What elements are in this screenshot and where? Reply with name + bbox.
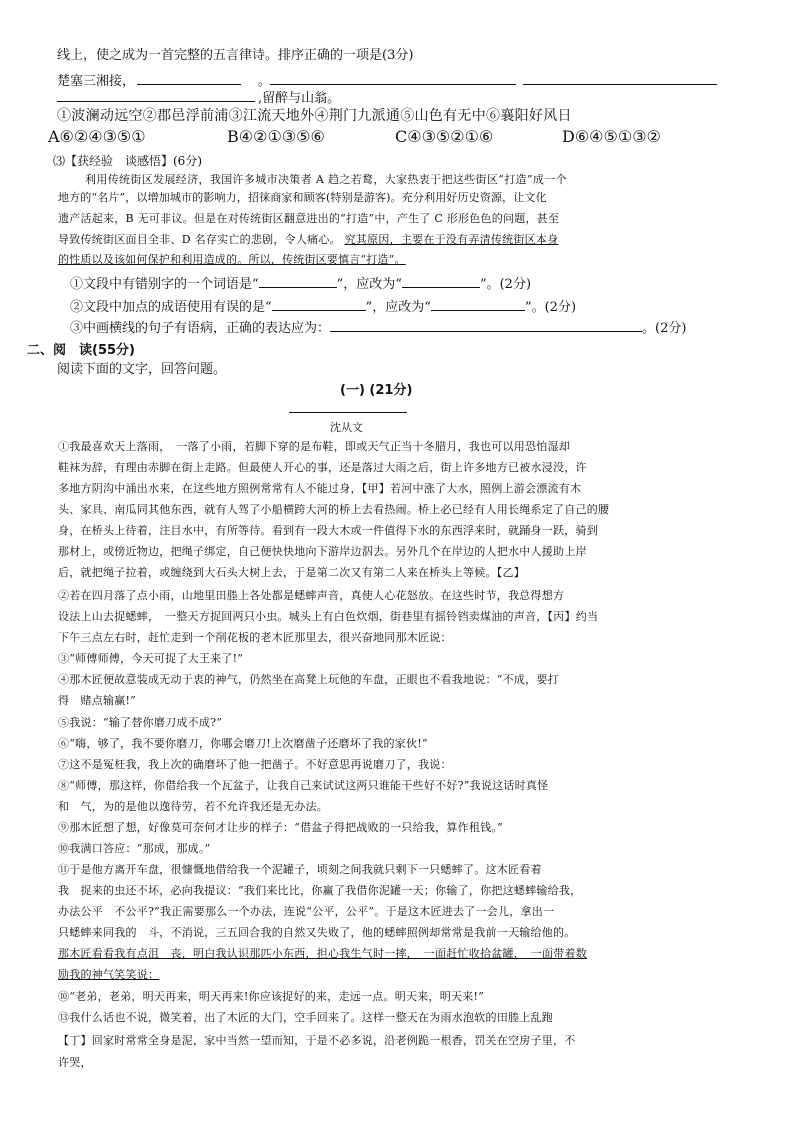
passage-line: ⑩“老弟，老弟，明天再来，明天再来!你应该捉好的来，走远一点。明天来，明天来!” [58, 990, 485, 1003]
passage-line: 身，在桥头上待着，注目水中，有所等待。看到有一段大木或一件值得下水的东西浮来时，就踊身一跃，骑到 [58, 524, 598, 537]
choice-a[interactable]: A⑥②④③⑤① [48, 127, 146, 146]
q3-sub2 [70, 296, 576, 315]
passage-line: ⑧“师傅，那这样，你借给我一个瓦盆子，让我自己来试试这两只谁能干些好不好?”我说这话时真怪 [58, 779, 549, 792]
part-title: (一) (21分) [340, 383, 413, 398]
answer-blank[interactable] [259, 275, 337, 288]
passage-line: 我 捉来的虫还不坏，必向我提议：“我们来比比，你赢了我借你泥罐一天；你输了，你把这蟋蟀输给我， [58, 884, 582, 897]
question-intro-line: 线上，使之成为一首完整的五言律诗。排序正确的一项是(3分) [57, 48, 414, 63]
passage-line: ⑨那木匠想了想，好像莫可奈何才让步的样子：“借盆子得把战败的一只给我，算作租钱。” [58, 821, 503, 834]
q3-sub2-text: ”。(2分) [524, 300, 577, 315]
q3-para-line: 地方的“名片”，以增加城市的影响力，招徕商家和顾客(特别是游客)。充分利用好历史资源，让文化 [58, 191, 547, 204]
answer-blank[interactable] [402, 275, 480, 288]
answer-blank[interactable] [523, 84, 717, 85]
poem-options: ①波澜动远空②郡邑浮前浦③江流天地外④荆门九派通⑤山色有无中⑥襄阳好风日 [57, 108, 572, 124]
passage-line: 许哭， [58, 1056, 92, 1069]
passage-line: ⑩我满口答应：“那成，那成。” [58, 842, 211, 855]
q3-sub3-text: 。(2分) [642, 321, 687, 336]
q3-underlined-sentence: 究其原因，主要在于没有弄清传统街区本身 [344, 233, 559, 246]
q3-para-line: 遗产活起来，B 无可非议。但是在对传统街区翻意进出的“打造”中，产生了 C 形形色色的问题，甚至 [58, 212, 560, 225]
passage-line: ⑪于是他方离开车盘，很慷慨地借给我一个泥罐子，顷刻之间我就只剩下一只蟋蟀了。这木匠看着 [58, 863, 542, 876]
passage-line: 只蟋蟀来同我的 斗，不消说，三五回合我的自然又失败了，他的蟋蟀照例却常常是我前一天输给他的。 [58, 926, 576, 939]
passage-line: 得 赌点输赢!” [58, 694, 137, 707]
passage-line: 和 气，为的是他以逸待劳，若不允许我还是无办法。 [58, 800, 328, 813]
q3-para-line: 利用传统街区发展经济，我国许多城市决策者 A 趋之若鹜，大家热衷于把这些街区“打造”成一个 [85, 173, 567, 186]
answer-blank[interactable] [272, 298, 366, 311]
passage-line: 头、家具、南瓜同其他东西，就有人驾了小船横跨大河的桥上去看热闹。桥上必已经有人用长绳系定了自己的腰 [58, 503, 610, 516]
passage-underlined-line: 那木匠看看我有点沮 丧，明白我认识那匹小东西，担心我生气时一摔， 一面赶忙收拾盆罐， 一面带着数 [58, 947, 587, 960]
passage-line: 多地方阴沟中涌出水来，在这些地方照例常常有人不能过身，【甲】若河中涨了大水，照例上游会漂流有木 [58, 482, 582, 495]
passage-underlined-line: 励我的神气笑笑说： [58, 968, 160, 981]
q3-sub1-text: ”。(2分) [479, 277, 532, 292]
passage-line: ①我最喜欢天上落雨， 一落了小雨，若脚下穿的是布鞋，即或天气正当十冬腊月，我也可以用恐怕湿却 [58, 440, 570, 453]
author: 沈从文 [330, 421, 363, 434]
q3-sub2-text: ②文段中加点的成语使用有误的是“ [70, 300, 272, 315]
passage-line: ②若在四月落了点小雨，山地里田塍上各处都是蟋蟀声音，真使人心花怒放。在这些时节，我总得想方 [58, 589, 565, 602]
passage-line: ⑤我说：“输了替你磨刀成不成?” [58, 716, 223, 729]
q3-para-text: 导致传统街区面目全非、D 名存实亡的悲剧，令人痛心。 [58, 233, 341, 246]
q3-sub3 [70, 317, 686, 336]
poem-period: 。 [258, 74, 272, 89]
q3-sub1-text: ①文段中有错别字的一个词语是“ [70, 277, 259, 292]
answer-blank[interactable] [431, 298, 525, 311]
passage-line: ⑬我什么话也不说，微笑着，出了木匠的大门，空手回来了。这样一整天在为雨水泡软的田塍上乱跑 [58, 1011, 553, 1024]
answer-blank[interactable] [330, 319, 642, 332]
q3-para-last-line: 的性质以及该如何保护和利用造成的。所以，传统街区要慎言“打造”。 [58, 253, 406, 266]
passage-line: 设法上山去捉蟋蟀， 一整天方捉回两只小虫。城头上有白色炊烟，街巷里有摇铃铛卖煤油的声音，【丙】约当 [58, 610, 599, 623]
passage-line: 那材上，或傍近物边，把绳子绑定，自己便快快地向下游岸边泅去。另外几个在岸边的人把水中人援助上岸 [58, 545, 587, 558]
passage-line: ⑦这不是冤枉我，我上次的确磨坏了他一把凿子。不好意思再说磨刀了，我说： [58, 758, 452, 771]
passage-line: 后，就把绳子拉着，或缠绕到大石头大树上去，于是第二次又有第二人来在桥头上等候。【乙】 [58, 566, 525, 579]
section-heading: 二、阅 读(55分) [27, 343, 135, 358]
passage-line: 下午三点左右时，赶忙走到一个削花板的老木匠那里去，很兴奋地同那木匠说： [58, 631, 452, 644]
answer-blank[interactable] [270, 84, 516, 85]
q3-title: ⑶【获经验 谈感悟】(6分) [53, 154, 202, 168]
q3-sub1-text: ”，应改为“ [336, 277, 402, 292]
choice-c[interactable]: C④③⑤②①⑥ [395, 127, 494, 146]
title-blank[interactable] [289, 412, 407, 413]
answer-blank[interactable] [57, 101, 255, 102]
passage-line: ⑥“嗨，够了，我不要你磨刀，你哪会磨刀!上次磨凿子还磨坏了我的家伙!” [58, 737, 428, 750]
passage-line: 办法公平 不公平?”我正需要那么一个办法，连说“公平，公平”。于是这木匠进去了一会儿，拿出一 [58, 905, 555, 918]
section-instruction: 阅读下面的文字，回答问题。 [57, 362, 227, 377]
q3-sub3-text: ③中画横线的句子有语病，正确的表达应为： [70, 321, 331, 336]
passage-line: 【丁】回家时常常全身是泥，家中当然一望而知，于是不必多说，沿老例跪一根香，罚关在空房子里，不 [58, 1034, 576, 1047]
poem-first-line: 楚塞三湘接， [57, 74, 136, 89]
q3-para-line [58, 231, 558, 247]
choice-b[interactable]: B④②①③⑤⑥ [227, 127, 325, 146]
poem-last-line: ,留醉与山翁。 [258, 91, 341, 106]
q3-sub1 [70, 273, 531, 292]
answer-blank[interactable] [137, 84, 241, 85]
passage-line: ④那木匠便故意装成无动于衷的神气，仍然坐在高凳上玩他的车盘，正眼也不看我地说：“不成，要打 [58, 673, 559, 686]
q3-sub2-text: ”，应改为“ [365, 300, 431, 315]
passage-line: 鞋袜为辞，有理由赤脚在街上走路。但最使人开心的事，还是落过大雨之后，街上许多地方已被水浸没，许 [58, 461, 587, 474]
choice-d[interactable]: D⑥④⑤①③② [562, 127, 661, 146]
passage-line: ③“师傅师傅，今天可捉了大王来了!” [58, 652, 244, 665]
